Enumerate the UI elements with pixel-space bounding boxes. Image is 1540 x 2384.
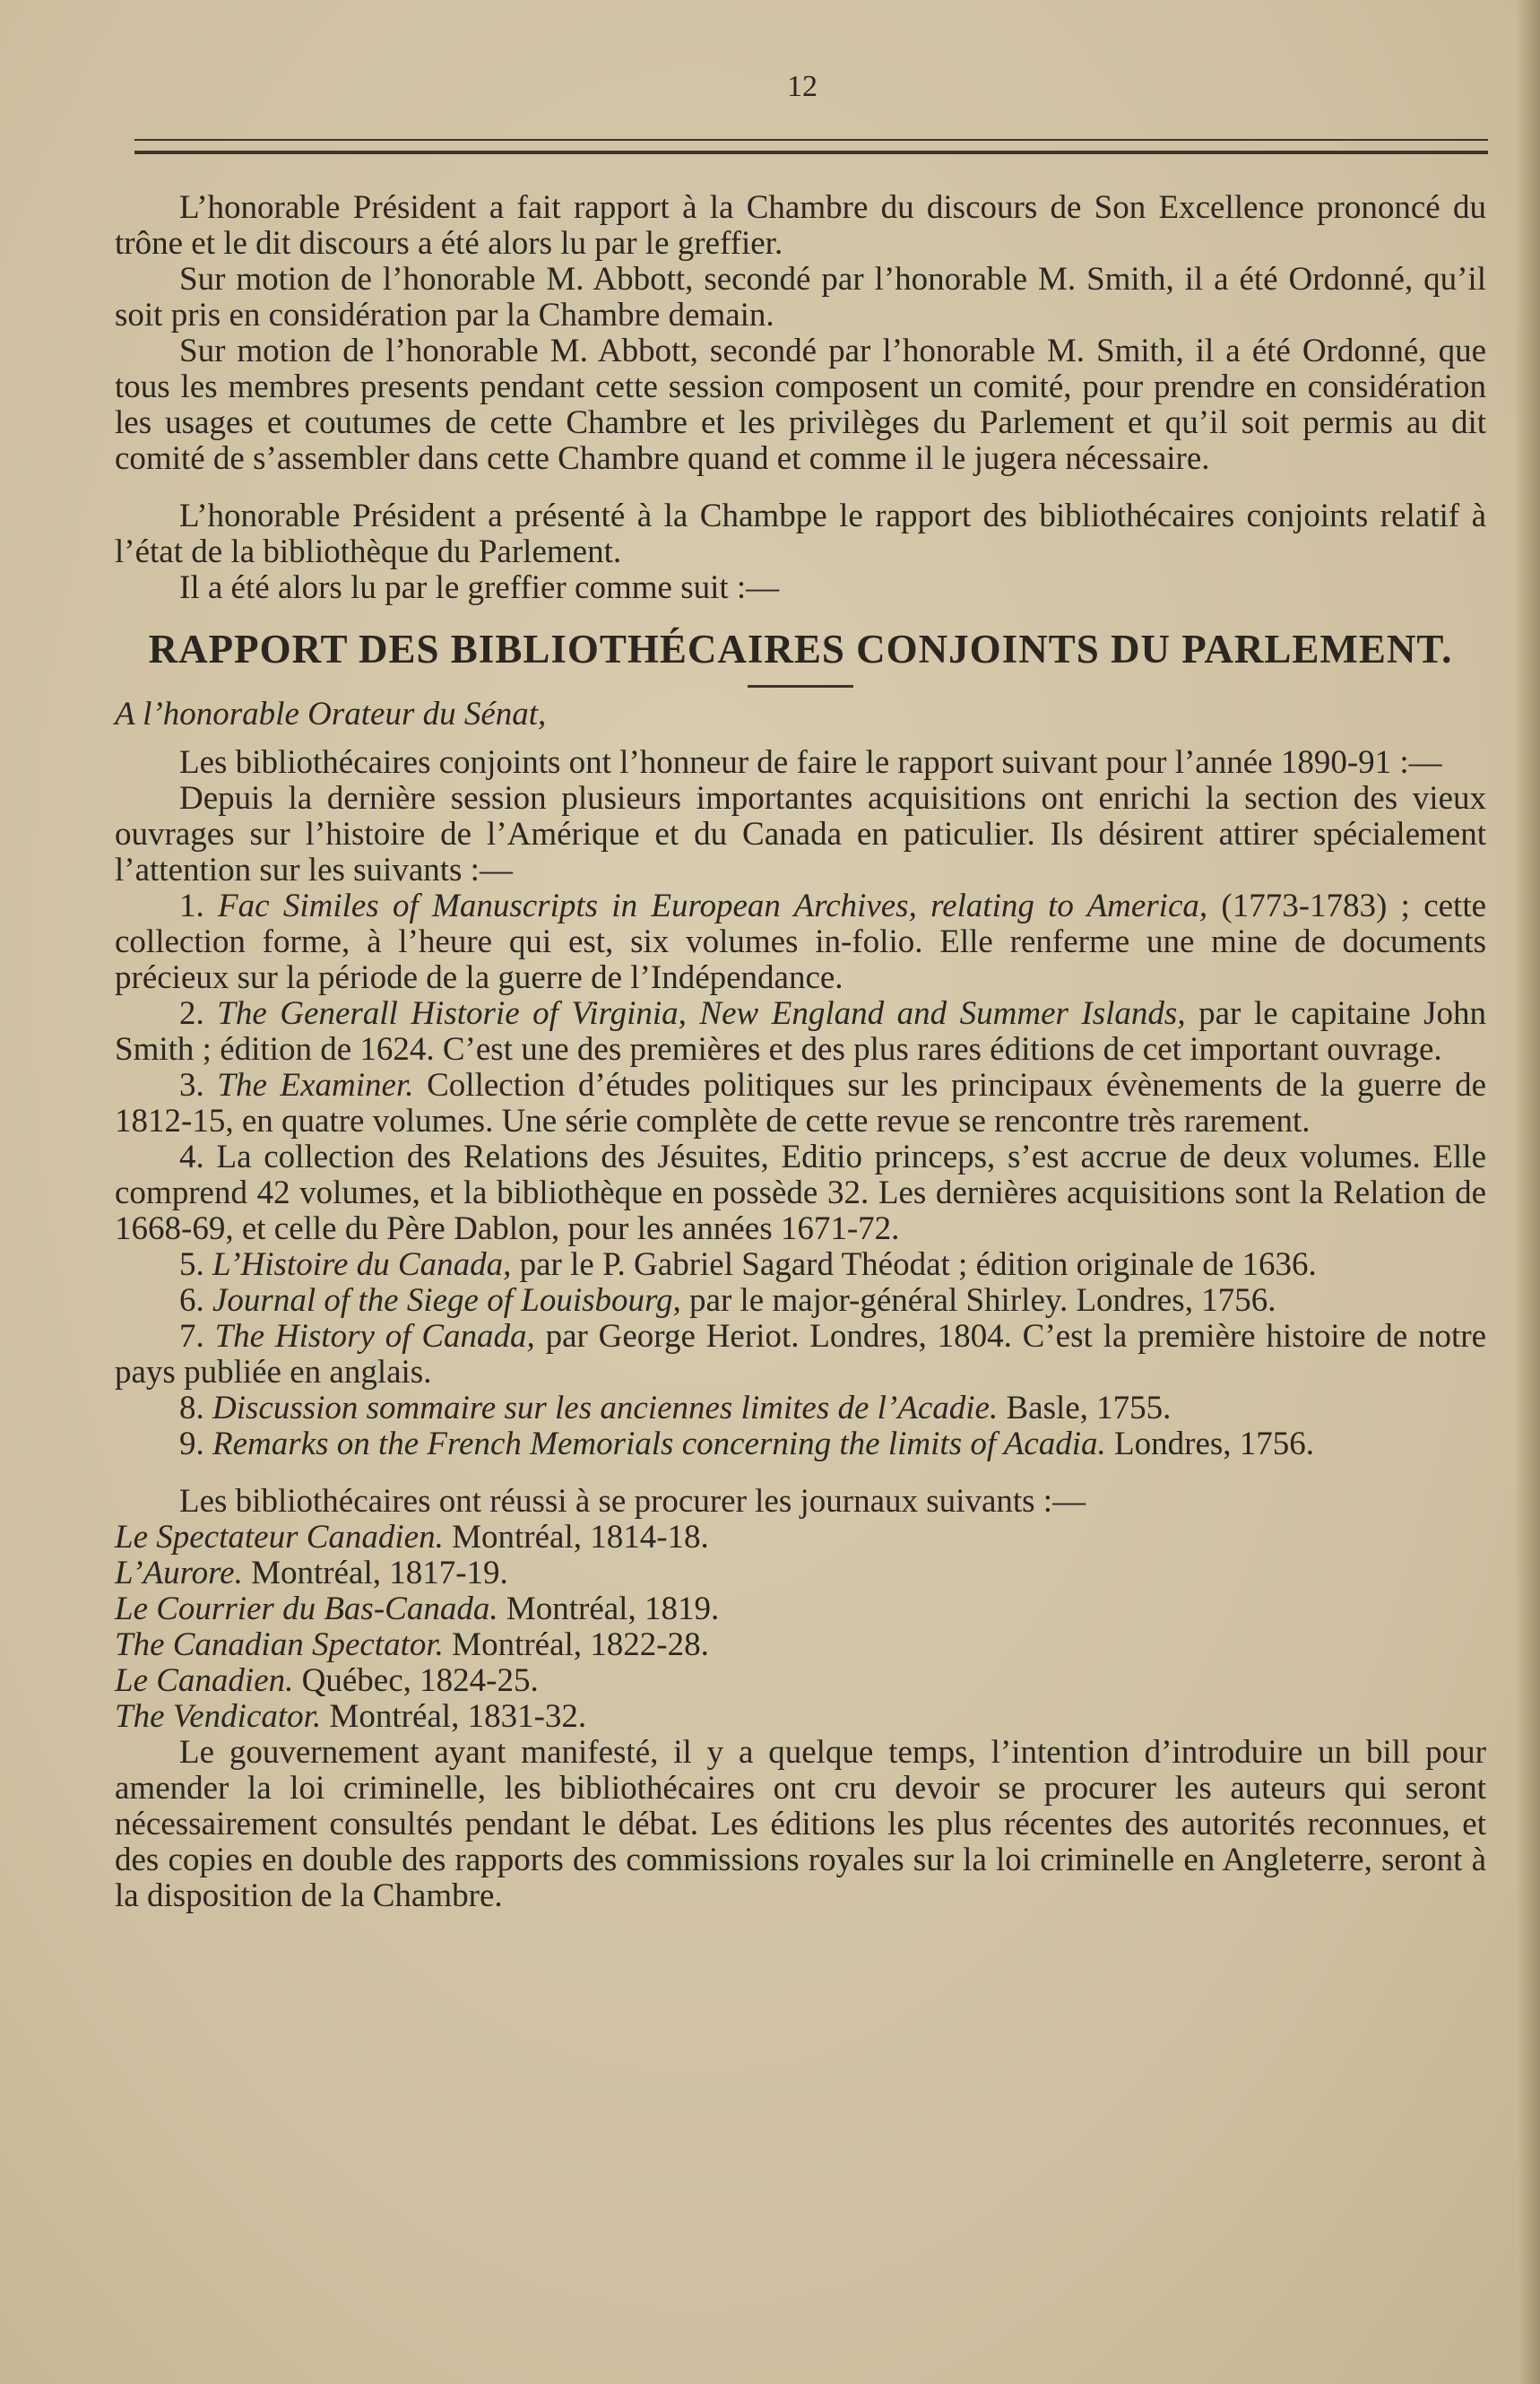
item-description: par le capitaine John Smith ; édition de 1624. C’est une des premières et des plus rares éditions de cet important ouvrage. (115, 995, 1487, 1068)
item-description: par George Heriot. Londres, 1804. C’est la première histoire de notre pays publiée en anglais. (115, 1318, 1487, 1391)
journal-entry (115, 1663, 1486, 1699)
item-number: 4. (179, 1139, 204, 1175)
item-title: Journal of the Siege of Louisbourg, (212, 1282, 681, 1319)
journal-details: Montréal, 1831-32. (329, 1698, 587, 1735)
acquisition-item (115, 1140, 1486, 1247)
paragraph-library-report: L’honorable Président a présenté à la Chambpe le rapport des bibliothécaires conjoints relatif à l’état de la bibliothèque du Parlement. (115, 498, 1486, 570)
item-number: 5. (179, 1246, 204, 1283)
item-number: 2. (179, 995, 204, 1032)
report-acquisitions: Depuis la dernière session plusieurs importantes acquisitions ont enrichi la section des vieux ouvrages sur l’histoire de l’Amérique et du Canada en paticulier. Ils désirent attirer spécialement l’attention sur les suivants :— (115, 780, 1486, 889)
acquisition-item (115, 1247, 1486, 1283)
report-intro: Les bibliothécaires conjoints ont l’honneur de faire le rapport suivant pour l’année 1890-91 :— (179, 744, 1442, 781)
item-title: The History of Canada, (214, 1318, 535, 1355)
journal-details: Montréal, 1814-18. (452, 1519, 709, 1556)
journal-entry (115, 1627, 1486, 1663)
item-description: Londres, 1756. (1114, 1426, 1315, 1462)
page-edge (1517, 0, 1540, 2384)
item-title: L’Histoire du Canada, (212, 1246, 512, 1283)
acquisition-item (115, 889, 1486, 996)
item-description: Collection d’études politiques sur les principaux évènements de la guerre de 1812-15, en quatre volumes. Une série complète de cette revue se rencontre très rarement. (115, 1067, 1486, 1140)
paragraph-read-by-clerk: Il a été alors lu par le greffier comme suit :— (179, 569, 780, 606)
acquisitions-list (115, 889, 1486, 1462)
acquisition-item (115, 1391, 1486, 1426)
paragraph-criminal-law: Le gouvernement ayant manifesté, il y a quelque temps, l’intention d’introduire un bill pour amender la loi criminelle, les bibliothécaires ont cru devoir se procurer les auteurs qui seront nécessairement consultés pendant le débat. Les éditions les plus récentes des autorités reconnues, et des copies en double des rapports des commissions royales sur la loi criminelle en Angleterre, seront à la disposition de la Chambre. (115, 1734, 1486, 1914)
heading-rule (748, 685, 853, 688)
item-number: 6. (179, 1282, 204, 1319)
report-heading: RAPPORT DES BIBLIOTHÉCAIRES CONJOINTS DU PARLEMENT. (148, 627, 1453, 672)
item-number: 7. (179, 1318, 204, 1355)
item-description: (1773-1783) ; cette collection forme, à l’heure qui est, six volumes in-folio. Elle renferme une mine de documents précieux sur la période de la guerre de l’Indépendance. (115, 888, 1487, 996)
item-title: The Generall Historie of Virginia, New England and Summer Islands, (217, 995, 1186, 1032)
item-number: 1. (179, 888, 204, 924)
journal-details: Montréal, 1819. (506, 1591, 720, 1627)
journal-title: L’Aurore. (115, 1555, 243, 1591)
page-body (115, 190, 1486, 1914)
journal-details: Montréal, 1822-28. (452, 1626, 709, 1663)
journal-title: Le Canadien. (115, 1662, 294, 1699)
journal-details: Québec, 1824-25. (301, 1662, 539, 1699)
item-description: par le major-général Shirley. Londres, 1756. (689, 1282, 1276, 1319)
paragraph-motion-2: Sur motion de l’honorable M. Abbott, secondé par l’honorable M. Smith, il a été Ordonné, que tous les membres presents pendant cette session composent un comité, pour prendre en considération les usages et coutumes de cette Chambre et les privilèges du Parlement et qu’il soit permis au dit comité de s’assembler dans cette Chambre quand et comme il le jugera nécessaire. (115, 333, 1486, 477)
item-number: 9. (179, 1426, 204, 1462)
item-number: 8. (179, 1390, 204, 1426)
item-number: 3. (179, 1067, 204, 1104)
journal-title: The Vendicator. (115, 1698, 322, 1735)
item-title: Remarks on the French Memorials concerning the limits of Acadia. (212, 1426, 1106, 1462)
journal-details: Montréal, 1817-19. (251, 1555, 508, 1591)
journal-entry (115, 1520, 1486, 1556)
addressee: A l’honorable Orateur du Sénat, (115, 696, 547, 733)
acquisition-item (115, 1426, 1486, 1462)
item-title: Fac Similes of Manuscripts in European Archives, relating to America, (218, 888, 1208, 924)
journals-intro: Les bibliothécaires ont réussi à se procurer les journaux suivants :— (179, 1483, 1086, 1520)
acquisition-item (115, 996, 1486, 1068)
journal-title: The Canadian Spectator. (115, 1626, 444, 1663)
item-title: Discussion sommaire sur les anciennes limites de l’Acadie. (212, 1390, 999, 1426)
journal-entry (115, 1591, 1486, 1627)
item-title: The Examiner. (217, 1067, 414, 1104)
header-rule-thick (134, 151, 1488, 154)
acquisition-item (115, 1283, 1486, 1319)
journals-list (115, 1520, 1486, 1735)
journal-title: Le Courrier du Bas-Canada. (115, 1591, 498, 1627)
acquisition-item (115, 1319, 1486, 1391)
header-rule-thin (134, 139, 1488, 141)
journal-entry (115, 1699, 1486, 1735)
journal-title: Le Spectateur Canadien. (115, 1519, 444, 1556)
paragraph-motion-1: Sur motion de l’honorable M. Abbott, secondé par l’honorable M. Smith, il a été Ordonné, qu’il soit pris en considération par la Chambre demain. (115, 261, 1486, 334)
journal-entry (115, 1556, 1486, 1591)
acquisition-item (115, 1068, 1486, 1140)
page-number: 12 (787, 70, 818, 103)
paragraph-president-report: L’honorable Président a fait rapport à la Chambre du discours de Son Excellence prononcé du trône et le dit discours a été alors lu par le greffier. (115, 189, 1486, 262)
item-description: par le P. Gabriel Sagard Théodat ; édition originale de 1636. (519, 1246, 1317, 1283)
item-description: La collection des Relations des Jésuites, Editio princeps, s’est accrue de deux volumes. Elle comprend 42 volumes, et la bibliothèque en possède 32. Les dernières acquisitions sont la Relation de 1668-69, et celle du Père Dablon, pour les années 1671-72. (115, 1139, 1487, 1247)
item-description: Basle, 1755. (1006, 1390, 1172, 1426)
